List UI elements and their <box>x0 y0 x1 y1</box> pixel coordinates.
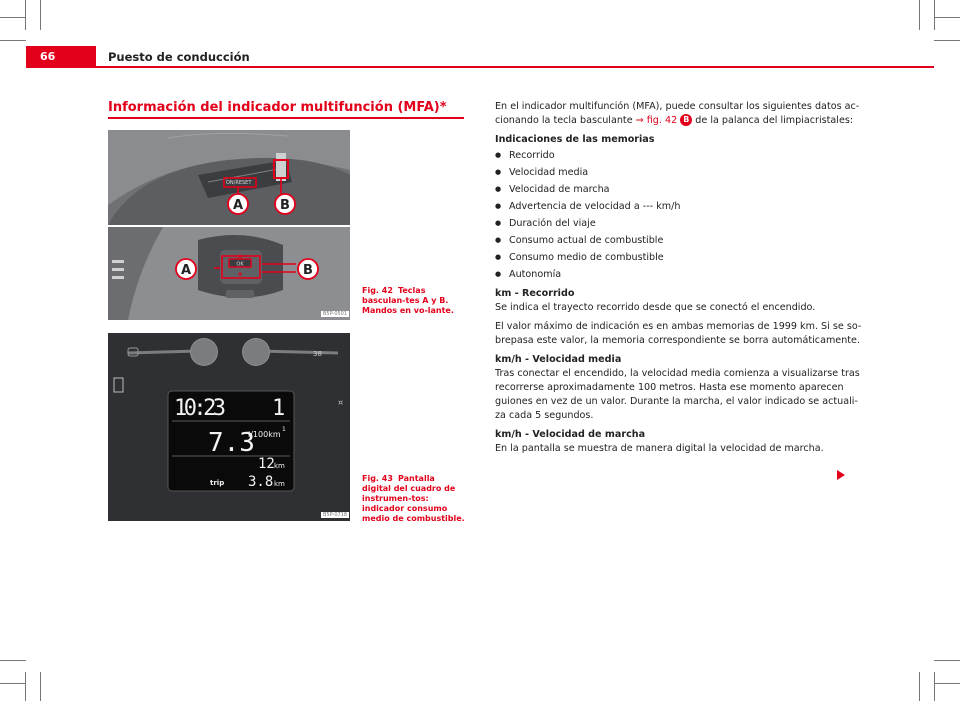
callout-b-bottom: B <box>303 263 313 278</box>
section-rule <box>108 117 464 119</box>
crop-mark <box>934 672 935 701</box>
display-memory: 1 <box>282 426 286 433</box>
svg-text:¤: ¤ <box>338 398 344 407</box>
section-title: Información del indicador multifunción (MFA)* <box>108 100 447 115</box>
km-paragraph-2: El valor máximo de indicación es en ambas memorias de 1999 km. Si se so-brepasa este valor, la memoria correspondiente se borra automáticamente. <box>495 321 862 346</box>
continue-arrow-icon <box>837 470 845 480</box>
speed-heading: km/h - Velocidad de marcha <box>495 429 646 440</box>
list-item: ● Consumo actual de combustible <box>495 232 867 249</box>
ok-button-text: OK <box>236 261 244 268</box>
display-consumption-value: 7.3 <box>208 428 255 458</box>
figure-reference-link[interactable]: ⇒ fig. 42 <box>635 115 678 126</box>
figure-42-caption <box>362 286 466 316</box>
crop-mark <box>934 40 960 41</box>
running-header: Puesto de conducción <box>108 50 250 64</box>
figure-code: B5P-0501 <box>323 311 348 317</box>
steering-wheel-illustration <box>108 130 350 320</box>
display-gear: 1 <box>272 396 286 421</box>
display-distance-value: 12 <box>258 456 275 472</box>
figure-label: Fig. 43 <box>362 474 393 483</box>
crop-mark <box>0 660 26 661</box>
list-item: ● Recorrido <box>495 147 867 164</box>
crop-mark <box>0 17 26 18</box>
list-item: ● Velocidad media <box>495 164 867 181</box>
display-trip-label: trip <box>210 479 225 487</box>
figure-43 <box>108 333 350 521</box>
display-consumption-unit: l/100km <box>248 430 281 439</box>
list-item: ● Duración del viaje <box>495 215 867 232</box>
caption-text: Teclas basculan-tes A y B. Mandos en vo-lante. <box>362 286 454 315</box>
crop-mark <box>919 0 920 30</box>
km-paragraph-1: Se indica el trayecto recorrido desde que se conectó el encendido. <box>495 302 816 313</box>
crop-mark <box>934 683 960 684</box>
display-trip-value: 3.8 <box>248 474 274 490</box>
list-item: ● Autonomía <box>495 266 867 283</box>
intro-paragraph <box>495 100 867 128</box>
km-heading: km - Recorrido <box>495 288 575 299</box>
figure-42 <box>108 130 350 320</box>
crop-mark <box>25 0 26 30</box>
page-number-box <box>26 46 96 68</box>
avg-speed-paragraph: Tras conectar el encendido, la velocidad media comienza a visualizarse tras recorrerse aproximadamente 100 metros. Hasta ese momento aparecen guiones en vez de un valor. Durante la marcha, el valor indicado se actuali-za cada 5 segundos. <box>495 368 860 421</box>
crop-mark <box>919 672 920 701</box>
crop-mark <box>934 0 935 30</box>
avg-speed-heading: km/h - Velocidad media <box>495 354 622 365</box>
callout-a-bottom: A <box>180 263 192 278</box>
list-item: ● Velocidad de marcha <box>495 181 867 198</box>
crop-mark <box>0 683 26 684</box>
display-distance-unit: km <box>274 462 285 470</box>
crop-mark <box>934 17 960 18</box>
crop-mark <box>0 40 26 41</box>
display-trip-unit: km <box>274 480 285 488</box>
speed-paragraph: En la pantalla se muestra de manera digital la velocidad de marcha. <box>495 443 824 454</box>
svg-text:▼: ▼ <box>238 272 242 278</box>
svg-text:38: 38 <box>313 350 322 358</box>
figure-43-caption <box>362 474 466 524</box>
memories-list <box>495 147 867 283</box>
list-item: ● Advertencia de velocidad a --- km/h <box>495 198 867 215</box>
svg-text:▲: ▲ <box>238 253 242 259</box>
list-item: ● Consumo medio de combustible <box>495 249 867 266</box>
callout-a-top: A <box>232 198 244 213</box>
figure-code: B5P-0718 <box>323 512 348 518</box>
caption-text: Pantalla digital del cuadro de instrumen-tos: indicador consumo medio de combustible. <box>362 474 465 523</box>
crop-mark <box>40 0 41 30</box>
stalk-text: ON/RESET <box>226 180 252 186</box>
header-rule <box>96 66 934 68</box>
display-time: 10:23 <box>174 396 226 421</box>
crop-mark <box>934 660 960 661</box>
key-b-badge: B <box>680 114 692 126</box>
intro-text-end: de la palanca del limpiacristales: <box>692 115 854 126</box>
figure-label: Fig. 42 <box>362 286 393 295</box>
crop-mark <box>25 672 26 701</box>
page-number: 66 <box>40 50 56 63</box>
memories-heading: Indicaciones de las memorias <box>495 134 655 145</box>
intro-text: En el indicador multifunción (MFA), puede consultar los siguientes datos ac-cionando la tecla basculante <box>495 101 860 126</box>
crop-mark <box>40 672 41 701</box>
instrument-display-illustration <box>108 333 350 521</box>
callout-b-top: B <box>280 198 290 213</box>
body-text <box>495 100 867 461</box>
